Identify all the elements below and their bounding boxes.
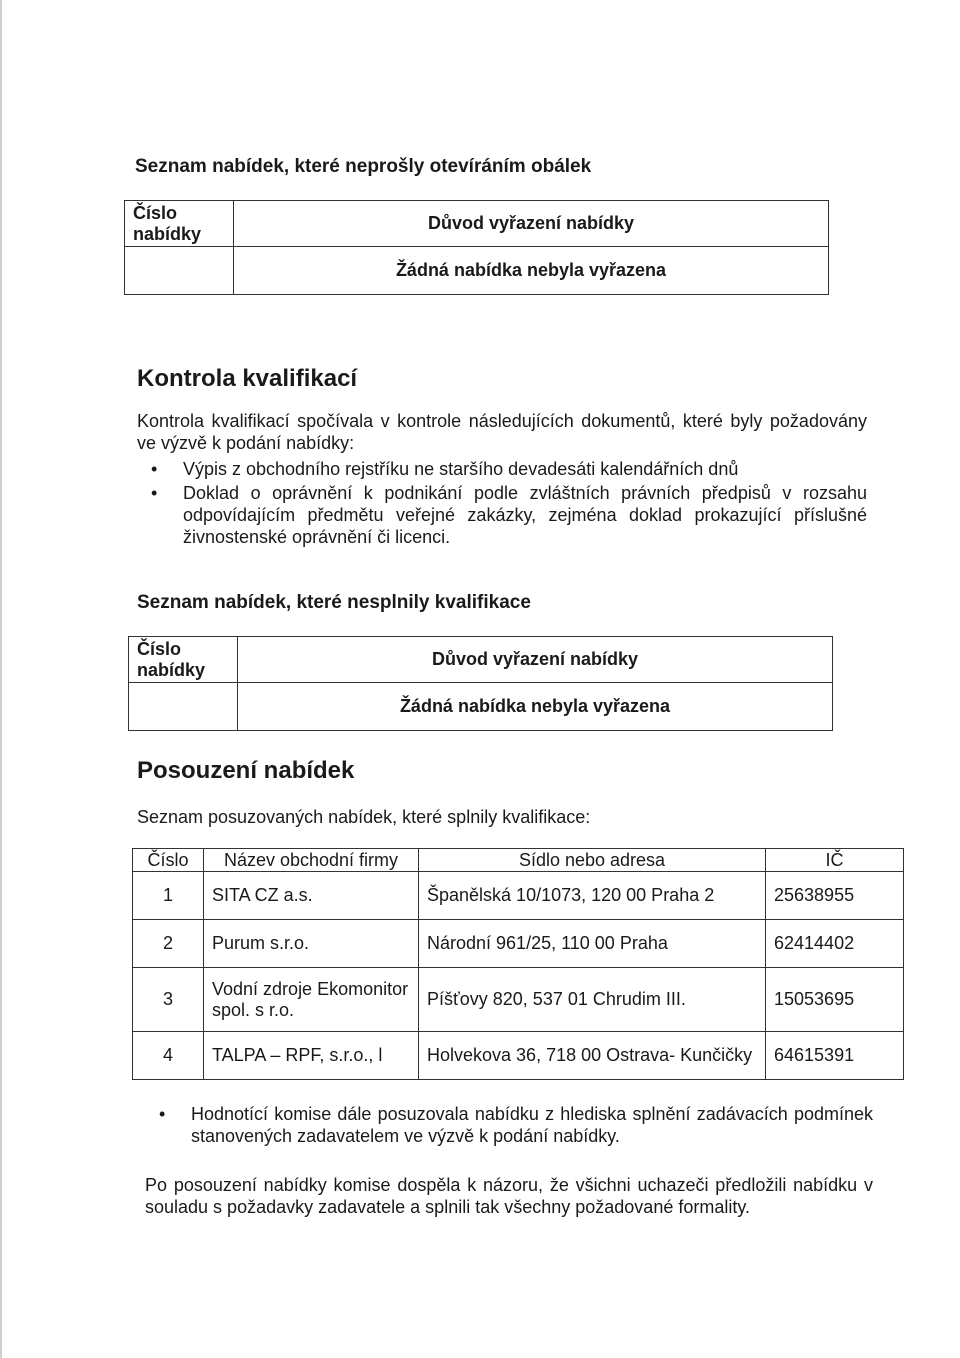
- bids-table: [132, 848, 904, 1080]
- col-number-header: Číslo nabídky: [129, 637, 238, 683]
- col-header-number: Číslo: [133, 849, 204, 872]
- table-not-passed: [124, 200, 829, 295]
- qualification-intro: Kontrola kvalifikací spočívala v kontrole následujících dokumentů, které byly požadovány ve výzvě k podání nabídky:: [137, 411, 867, 453]
- cell-name: Vodní zdroje Ekomonitor spol. s r.o.: [204, 968, 419, 1032]
- page-scan-edge: [0, 0, 2, 1358]
- col-reason-header: Důvod vyřazení nabídky: [234, 201, 829, 247]
- empty-cell: [129, 683, 238, 731]
- cell-address: Holvekova 36, 718 00 Ostrava- Kunčičky: [419, 1032, 766, 1080]
- heading-not-passed: Seznam nabídek, které neprošly otevíráním obálek: [135, 156, 592, 177]
- cell-number: 4: [133, 1032, 204, 1080]
- col-reason-header: Důvod vyřazení nabídky: [238, 637, 833, 683]
- col-header-name: Název obchodní firmy: [204, 849, 419, 872]
- col-header-ic: IČ: [766, 849, 904, 872]
- list-item: • Výpis z obchodního rejstříku ne staršího devadesáti kalendářních dnů: [137, 458, 867, 480]
- cell-address: Národní 961/25, 110 00 Praha: [419, 920, 766, 968]
- empty-cell: [125, 247, 234, 295]
- no-rejection-text: Žádná nabídka nebyla vyřazena: [238, 683, 833, 731]
- cell-address: Španělská 10/1073, 120 00 Praha 2: [419, 872, 766, 920]
- heading-qualification: Kontrola kvalifikací: [137, 365, 358, 392]
- cell-ic: 62414402: [766, 920, 904, 968]
- cell-name: Purum s.r.o.: [204, 920, 419, 968]
- cell-ic: 64615391: [766, 1032, 904, 1080]
- evaluation-intro: Seznam posuzovaných nabídek, které splnily kvalifikace:: [137, 807, 591, 827]
- table-row: [133, 1032, 904, 1080]
- table-row: [133, 920, 904, 968]
- cell-ic: 25638955: [766, 872, 904, 920]
- cell-number: 1: [133, 872, 204, 920]
- cell-name: SITA CZ a.s.: [204, 872, 419, 920]
- cell-number: 2: [133, 920, 204, 968]
- cell-name: TALPA – RPF, s.r.o., l: [204, 1032, 419, 1080]
- cell-number: 3: [133, 968, 204, 1032]
- table-not-qualified: [128, 636, 833, 731]
- table-row: [133, 872, 904, 920]
- list-item: • Hodnotící komise dále posuzovala nabídku z hlediska splnění zadávacích podmínek stanovených zadavatelem ve výzvě k podání nabídky.: [145, 1103, 873, 1147]
- cell-ic: 15053695: [766, 968, 904, 1032]
- col-number-header: Číslo nabídky: [125, 201, 234, 247]
- table-row: [133, 968, 904, 1032]
- qualification-list: [137, 458, 867, 550]
- evaluation-list: [145, 1103, 873, 1149]
- evaluation-conclusion: Po posouzení nabídky komise dospěla k názoru, že všichni uchazeči předložili nabídku v souladu s požadavky zadavatele a splnili tak všechny požadované formality.: [145, 1175, 873, 1217]
- no-rejection-text: Žádná nabídka nebyla vyřazena: [234, 247, 829, 295]
- heading-evaluation: Posouzení nabídek: [137, 757, 355, 784]
- heading-not-qualified: Seznam nabídek, které nesplnily kvalifikace: [137, 592, 531, 613]
- col-header-address: Sídlo nebo adresa: [419, 849, 766, 872]
- list-item: • Doklad o oprávnění k podnikání podle zvláštních právních předpisů v rozsahu odpovídajícím předmětu veřejné zakázky, zejména doklad prokazující příslušné živnostenské oprávnění či licenci.: [137, 482, 867, 548]
- cell-address: Píšťovy 820, 537 01 Chrudim III.: [419, 968, 766, 1032]
